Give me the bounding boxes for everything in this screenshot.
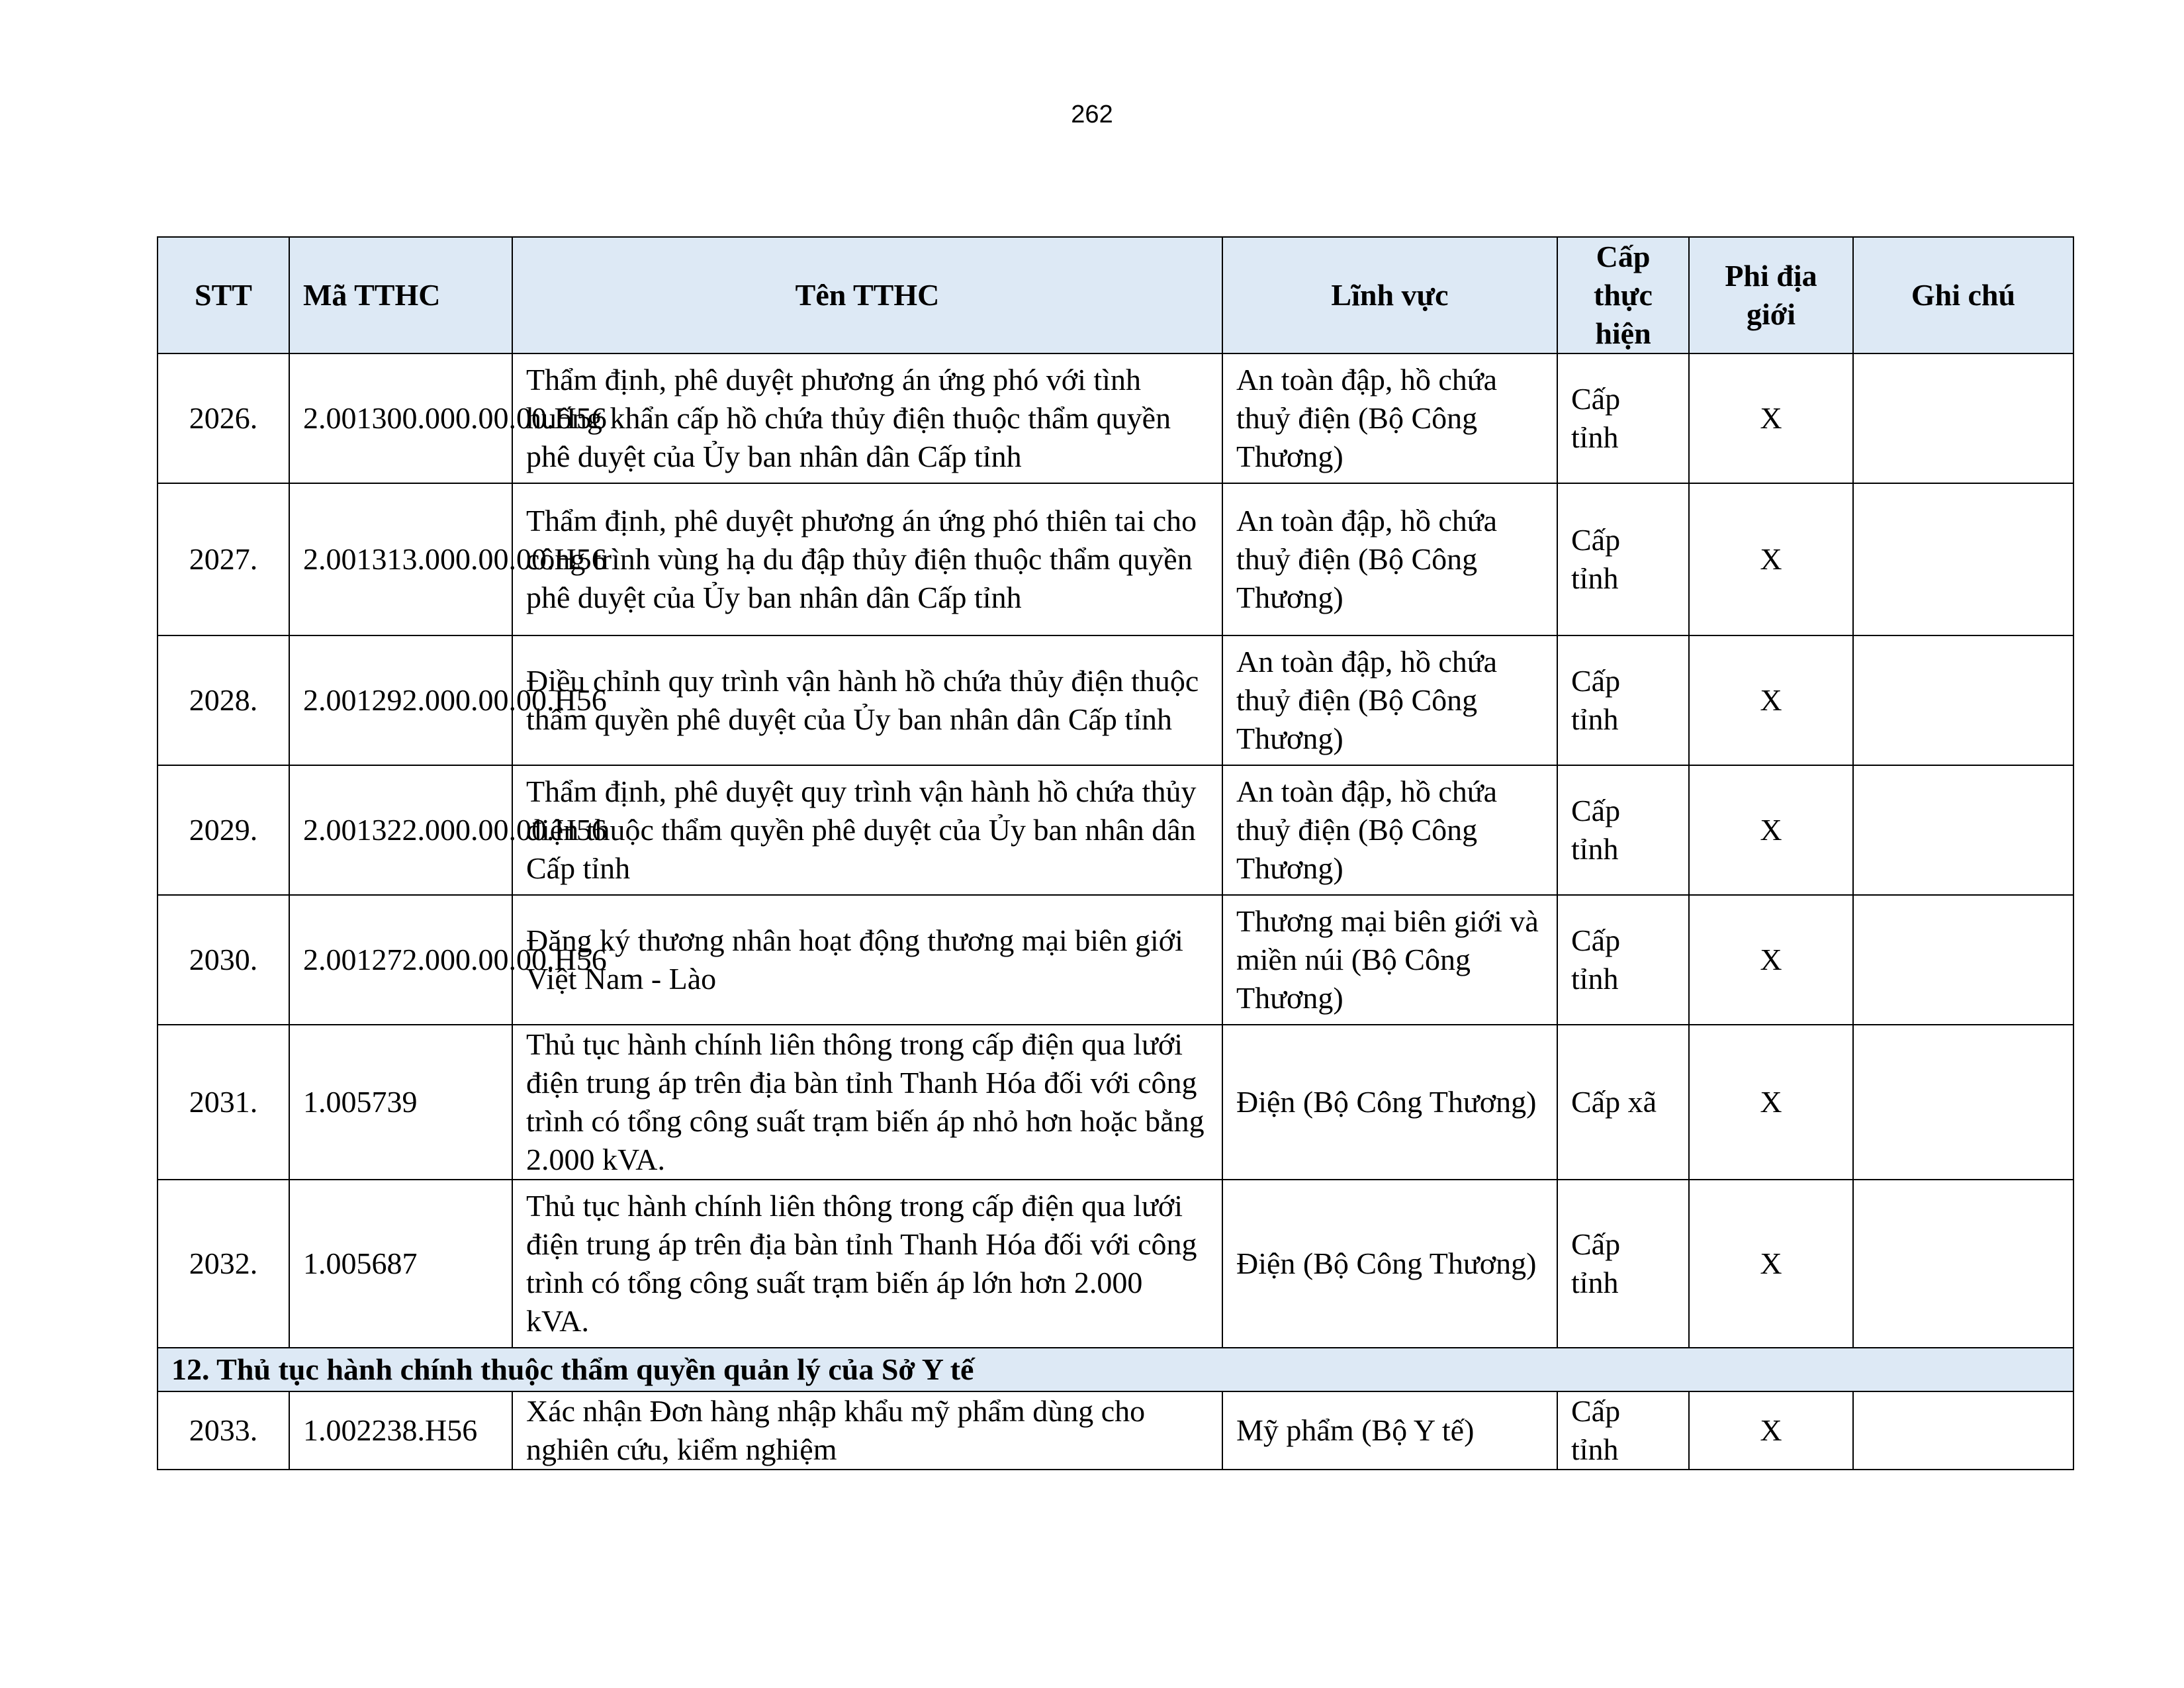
table-row <box>158 1391 2073 1470</box>
cell-code: 1.002238.H56 <box>289 1391 512 1470</box>
cell-level: Cấp tỉnh <box>1557 635 1689 765</box>
cell-code: 2.001300.000.00.00.H56 <box>289 353 512 483</box>
cell-code: 2.001313.000.00.00.H56 <box>289 483 512 635</box>
cell-note <box>1853 765 2073 895</box>
cell-name: Thủ tục hành chính liên thông trong cấp điện qua lưới điện trung áp trên địa bàn tỉnh Thanh Hóa đối với công trình có tổng công suất trạm biến áp lớn hơn 2.000 kVA. <box>512 1180 1222 1348</box>
table-row <box>158 635 2073 765</box>
cell-stt: 2027. <box>158 483 289 635</box>
cell-name: Thẩm định, phê duyệt quy trình vận hành hồ chứa thủy điện thuộc thẩm quyền phê duyệt của Ủy ban nhân dân Cấp tỉnh <box>512 765 1222 895</box>
cell-field: An toàn đập, hồ chứa thuỷ điện (Bộ Công Thương) <box>1222 765 1557 895</box>
cell-boundary: X <box>1689 765 1853 895</box>
cell-boundary: X <box>1689 1025 1853 1180</box>
cell-note <box>1853 635 2073 765</box>
cell-stt: 2029. <box>158 765 289 895</box>
cell-code: 2.001292.000.00.00.H56 <box>289 635 512 765</box>
cell-boundary: X <box>1689 635 1853 765</box>
cell-field: Điện (Bộ Công Thương) <box>1222 1025 1557 1180</box>
cell-note <box>1853 353 2073 483</box>
cell-stt: 2032. <box>158 1180 289 1348</box>
cell-field: Mỹ phẩm (Bộ Y tế) <box>1222 1391 1557 1470</box>
cell-field: An toàn đập, hồ chứa thuỷ điện (Bộ Công Thương) <box>1222 483 1557 635</box>
cell-level: Cấp xã <box>1557 1025 1689 1180</box>
table-row <box>158 895 2073 1025</box>
cell-stt: 2031. <box>158 1025 289 1180</box>
procedures-table <box>157 236 2074 1470</box>
header-field: Lĩnh vực <box>1222 237 1557 353</box>
cell-field: An toàn đập, hồ chứa thuỷ điện (Bộ Công Thương) <box>1222 353 1557 483</box>
table-row <box>158 1180 2073 1348</box>
cell-level: Cấp tỉnh <box>1557 895 1689 1025</box>
cell-note <box>1853 1025 2073 1180</box>
cell-name: Thủ tục hành chính liên thông trong cấp điện qua lưới điện trung áp trên địa bàn tỉnh Thanh Hóa đối với công trình có tổng công suất trạm biến áp nhỏ hơn hoặc bằng 2.000 kVA. <box>512 1025 1222 1180</box>
header-level: Cấp thực hiện <box>1557 237 1689 353</box>
cell-field: An toàn đập, hồ chứa thuỷ điện (Bộ Công Thương) <box>1222 635 1557 765</box>
table-row <box>158 483 2073 635</box>
cell-field: Điện (Bộ Công Thương) <box>1222 1180 1557 1348</box>
table-row <box>158 353 2073 483</box>
cell-note <box>1853 1180 2073 1348</box>
table-row <box>158 765 2073 895</box>
cell-stt: 2030. <box>158 895 289 1025</box>
cell-name: Thẩm định, phê duyệt phương án ứng phó với tình huống khẩn cấp hồ chứa thủy điện thuộc thẩm quyền phê duyệt của Ủy ban nhân dân Cấp tỉnh <box>512 353 1222 483</box>
cell-level: Cấp tỉnh <box>1557 353 1689 483</box>
page-number: 262 <box>1071 101 1113 128</box>
cell-name: Điều chỉnh quy trình vận hành hồ chứa thủy điện thuộc thẩm quyền phê duyệt của Ủy ban nhân dân Cấp tỉnh <box>512 635 1222 765</box>
section-heading-row <box>158 1348 2073 1391</box>
cell-code: 1.005739 <box>289 1025 512 1180</box>
cell-stt: 2033. <box>158 1391 289 1470</box>
cell-level: Cấp tỉnh <box>1557 1391 1689 1470</box>
header-code: Mã TTHC <box>289 237 512 353</box>
cell-level: Cấp tỉnh <box>1557 1180 1689 1348</box>
cell-note <box>1853 895 2073 1025</box>
cell-code: 1.005687 <box>289 1180 512 1348</box>
header-boundary: Phi địa giới <box>1689 237 1853 353</box>
cell-name: Xác nhận Đơn hàng nhập khẩu mỹ phẩm dùng cho nghiên cứu, kiểm nghiệm <box>512 1391 1222 1470</box>
cell-boundary: X <box>1689 1391 1853 1470</box>
header-note: Ghi chú <box>1853 237 2073 353</box>
cell-stt: 2026. <box>158 353 289 483</box>
cell-code: 2.001272.000.00.00.H56 <box>289 895 512 1025</box>
header-name: Tên TTHC <box>512 237 1222 353</box>
cell-level: Cấp tỉnh <box>1557 765 1689 895</box>
cell-name: Đăng ký thương nhân hoạt động thương mại biên giới Việt Nam - Lào <box>512 895 1222 1025</box>
table-header-row <box>158 237 2073 353</box>
cell-name: Thẩm định, phê duyệt phương án ứng phó thiên tai cho công trình vùng hạ du đập thủy điện thuộc thẩm quyền phê duyệt của Ủy ban nhân dân Cấp tỉnh <box>512 483 1222 635</box>
cell-boundary: X <box>1689 895 1853 1025</box>
table-row <box>158 1025 2073 1180</box>
cell-code: 2.001322.000.00.00.H56 <box>289 765 512 895</box>
cell-note <box>1853 483 2073 635</box>
cell-note <box>1853 1391 2073 1470</box>
cell-stt: 2028. <box>158 635 289 765</box>
cell-level: Cấp tỉnh <box>1557 483 1689 635</box>
cell-boundary: X <box>1689 353 1853 483</box>
section-title: 12. Thủ tục hành chính thuộc thẩm quyền quản lý của Sở Y tế <box>158 1348 2073 1391</box>
cell-boundary: X <box>1689 1180 1853 1348</box>
cell-field: Thương mại biên giới và miền núi (Bộ Công Thương) <box>1222 895 1557 1025</box>
header-stt: STT <box>158 237 289 353</box>
cell-boundary: X <box>1689 483 1853 635</box>
